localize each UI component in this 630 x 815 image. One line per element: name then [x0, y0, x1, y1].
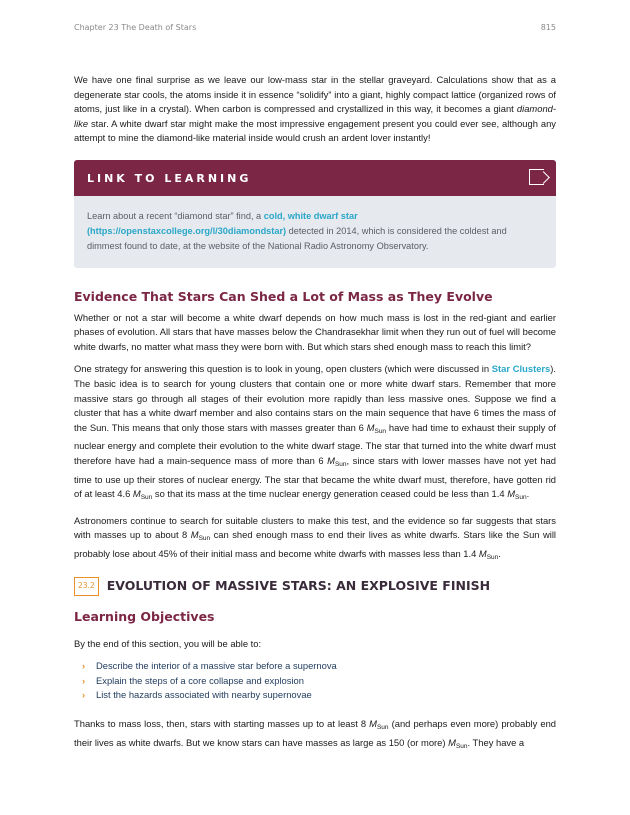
chevron-right-icon: ›	[82, 674, 86, 686]
mass-symbol: M	[132, 488, 141, 500]
ev2-b: ). The basic idea is to search for young clusters that contain one or more white dwarf stars. Remember that more massive stars go through all stages of their evolution more rapidly than less massive ones. Suppose we find a cluster that has a white dwarf member and also contains stars on the main sequence that have 6 times the mass of the Sun. This means that only those stars with masses greater than 6	[74, 363, 557, 433]
ev2-a: One strategy for answering this question is to look in young, open clusters (which were discussed in	[74, 363, 492, 375]
section-heading	[74, 577, 556, 596]
section-title: EVOLUTION OF MASSIVE STARS: AN EXPLOSIVE FINISH	[106, 578, 491, 594]
section-number: 23.2	[74, 577, 99, 596]
learning-objectives-intro: By the end of this section, you will be able to:	[74, 637, 262, 649]
chevron-right-icon: ›	[82, 689, 86, 701]
intro-text-1: We have one final surprise as we leave our low-mass star in the stellar graveyard. Calculations show that as a degenerate star cools, the atoms inside it in essence “solidify” into a giant, highly compact lattice (organized rows of atoms, just like in a crystal). When carbon is compressed and crystallized in this way, it becomes a giant	[74, 74, 556, 115]
sun-subscript: Sun	[374, 427, 387, 435]
sun-subscript: Sun	[376, 724, 389, 732]
sun-subscript: Sun	[455, 742, 468, 750]
mass-symbol: M	[327, 454, 335, 466]
intro-paragraph	[74, 73, 556, 146]
ev3-a: Astronomers continue to search for suitable clusters to make this test, and the evidence so far suggests that stars with masses up to about 8	[74, 514, 556, 541]
mass-symbol: M	[369, 718, 377, 730]
ev2-f: .	[526, 488, 530, 500]
list-item	[74, 674, 556, 689]
learning-objectives-list	[74, 659, 556, 703]
mass-symbol: M	[190, 529, 199, 541]
link-to-learning-header	[74, 160, 556, 196]
sun-subscript: Sun	[515, 494, 527, 502]
final-b: (and perhaps even more) probably end their lives as white dwarfs. But we know stars can have masses as large as 150 (or more)	[74, 718, 557, 748]
ev3-b: can shed enough mass to end their lives as white dwarfs. Stars like the Sun will probably lose about 45% of their initial mass and become white dwarfs with masses less than 1.4	[74, 529, 556, 559]
intro-emphasis: diamond-like	[74, 103, 556, 129]
objective-text: Describe the interior of a massive star before a supernova	[96, 660, 337, 672]
mass-symbol: M	[366, 421, 375, 433]
sun-subscript: Sun	[334, 460, 347, 468]
sun-subscript: Sun	[198, 535, 211, 543]
learning-objectives-heading: Learning Objectives	[74, 609, 215, 625]
list-item	[74, 659, 556, 674]
external-link-icon	[529, 169, 544, 185]
page-number: 815	[540, 23, 556, 32]
chapter-title: Chapter 23 The Death of Stars	[74, 23, 197, 32]
evidence-paragraph-2	[74, 362, 556, 505]
evidence-heading: Evidence That Stars Can Shed a Lot of Mass as They Evolve	[74, 288, 493, 304]
intro-text-2: star. A white dwarf star might make the most impressive engagement present you could ever see, although any attempt to mine the diamond-like material inside would crush an ardent lover instantly!	[74, 117, 556, 144]
sun-subscript: Sun	[140, 494, 153, 502]
ev2-e: so that its mass at the time nuclear energy generation ceased could be less than 1.4	[152, 488, 508, 500]
mass-symbol: M	[478, 547, 487, 559]
ev3-c: .	[498, 547, 501, 559]
link-to-learning-title: LINK TO LEARNING	[87, 171, 252, 185]
sun-subscript: Sun	[486, 553, 499, 561]
objective-text: Explain the steps of a core collapse and explosion	[96, 674, 304, 686]
ltl-text-1: Learn about a recent “diamond star” find, a	[87, 210, 264, 221]
chevron-right-icon: ›	[82, 660, 86, 672]
evidence-paragraph-1: Whether or not a star will become a white dwarf depends on how much mass is lost in the red-giant and earlier phases of evolution. All stars that have masses below the Chandrasekhar limit when they run out of fuel will become white dwarfs, no matter what mass they were born with. But which stars shed enough mass to reach this limit?	[74, 311, 556, 352]
running-head	[74, 23, 556, 32]
final-paragraph	[74, 717, 556, 754]
ltl-text-2: detected in 2014, which is considered the coldest and dimmest found to date, at the website of the National Radio Astronomy Observatory.	[87, 225, 507, 251]
mass-symbol: M	[507, 488, 516, 500]
final-a: Thanks to mass loss, then, stars with starting masses up to at least 8	[74, 718, 370, 730]
diamond-star-link[interactable]: cold, white dwarf star (https://openstaxcollege.org/l/30diamondstar)	[87, 210, 358, 236]
mass-symbol: M	[448, 736, 456, 748]
link-to-learning-text	[74, 196, 556, 268]
star-clusters-link[interactable]: Star Clusters	[491, 363, 551, 375]
list-item	[74, 688, 556, 703]
final-c: . They have a	[467, 736, 525, 748]
link-to-learning-box	[74, 160, 556, 268]
ev2-c: have had time to exhaust their supply of nuclear energy and complete their evolution to the white dwarf stage. The star that turned into the white dwarf must therefore have had a main-sequence mass of more than 6	[74, 421, 556, 466]
ev2-d: , since stars with lower masses have not yet had time to use up their stores of nuclear energy. The star that became the white dwarf must, therefore, have gotten rid of at least 4.6	[74, 454, 556, 500]
evidence-paragraph-3	[74, 514, 556, 566]
page-body	[74, 73, 556, 762]
objective-text: List the hazards associated with nearby supernovae	[96, 689, 312, 701]
